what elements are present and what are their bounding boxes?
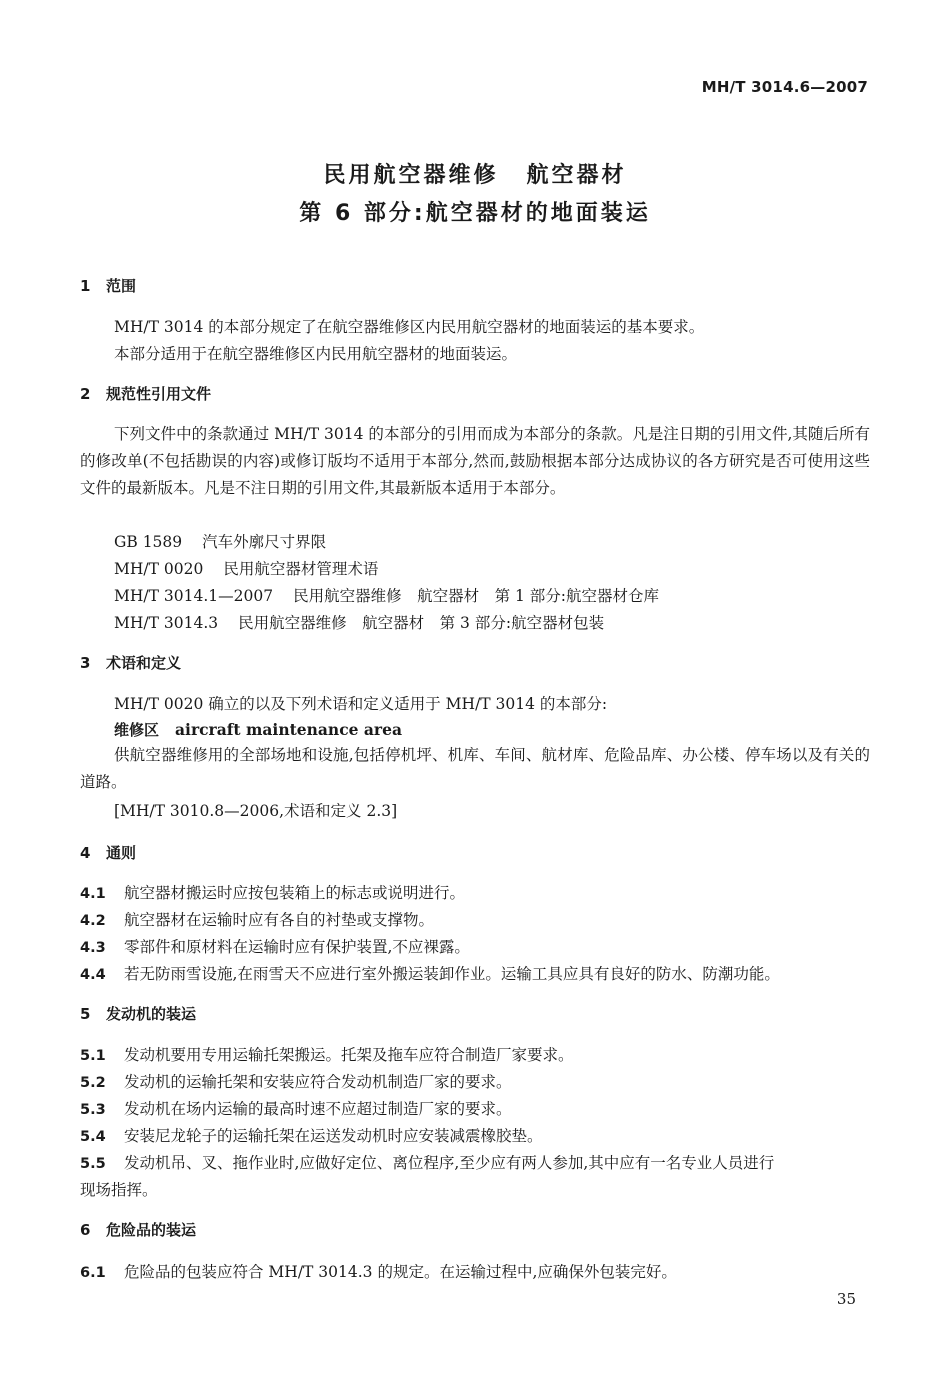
clause-continuation: 现场指挥。 — [80, 1181, 158, 1199]
section-number: 5 — [80, 1005, 91, 1023]
clause — [80, 1070, 512, 1092]
clause — [80, 1260, 677, 1282]
clause-number: 4.1 — [80, 886, 106, 902]
clause — [80, 908, 434, 930]
section-heading-engine-transport — [80, 1003, 196, 1024]
reference-item — [114, 557, 378, 579]
clause-text: 航空器材在运输时应有各自的衬垫或支撑物。 — [124, 911, 435, 929]
clause-number: 4.4 — [80, 967, 106, 983]
clause — [80, 1151, 774, 1173]
section-title: 发动机的装运 — [106, 1005, 197, 1023]
reference-title: 民用航空器维修 航空器材 第 1 部分:航空器材仓库 — [293, 587, 660, 605]
clause-number: 4.2 — [80, 913, 106, 929]
section-heading-general — [80, 842, 136, 863]
clause-text: 零部件和原材料在运输时应有保护装置,不应裸露。 — [124, 938, 470, 956]
document-title-line1 — [0, 158, 950, 189]
clause — [80, 1124, 543, 1146]
paragraph: 本部分适用于在航空器维修区内民用航空器材的地面装运。 — [114, 345, 518, 363]
clause — [80, 881, 465, 903]
paragraph: MH/T 0020 确立的以及下列术语和定义适用于 MH/T 3014 的本部分: — [114, 695, 608, 713]
clause-text: 航空器材搬运时应按包装箱上的标志或说明进行。 — [124, 884, 466, 902]
section-heading-scope — [80, 275, 136, 296]
term-english: aircraft maintenance area — [175, 720, 402, 739]
document-title-line2: 第 6 部分:航空器材的地面装运 — [299, 201, 651, 226]
reference-code: MH/T 3014.1—2007 — [114, 587, 274, 605]
section-heading-normative-references — [80, 383, 211, 404]
section-number: 4 — [80, 844, 91, 862]
clause-text: 发动机吊、叉、拖作业时,应做好定位、离位程序,至少应有两人参加,其中应有一名专业人员进行 — [124, 1154, 775, 1172]
clause-number: 5.1 — [80, 1048, 106, 1064]
clause-number: 5.5 — [80, 1156, 106, 1172]
reference-title: 民用航空器材管理术语 — [223, 560, 379, 578]
section-number: 3 — [80, 654, 91, 672]
page-number: 35 — [836, 1290, 856, 1308]
clause-text: 安装尼龙轮子的运输托架在运送发动机时应安装减震橡胶垫。 — [124, 1127, 543, 1145]
section-number: 1 — [80, 277, 91, 295]
reference-item — [114, 584, 659, 606]
section-title: 通则 — [106, 844, 137, 862]
reference-item — [114, 530, 326, 552]
clause-text: 发动机要用专用运输托架搬运。托架及拖车应符合制造厂家要求。 — [124, 1046, 574, 1064]
title-part-b: 航空器材 — [526, 163, 627, 188]
definition-text: 供航空器维修用的全部场地和设施,包括停机坪、机库、车间、航材库、危险品库、办公楼、停车场以及有关的道路。 — [80, 746, 870, 791]
term-definition — [80, 742, 870, 796]
standard-code: MH/T 3014.6—2007 — [701, 78, 868, 96]
clause-number: 4.3 — [80, 940, 106, 956]
paragraph: MH/T 3014 的本部分规定了在航空器维修区内民用航空器材的地面装运的基本要求。 — [114, 318, 705, 336]
reference-title: 汽车外廓尺寸界限 — [202, 533, 327, 551]
section-title: 危险品的装运 — [106, 1221, 197, 1239]
clause — [80, 1097, 512, 1119]
reference-title: 民用航空器维修 航空器材 第 3 部分:航空器材包装 — [238, 614, 605, 632]
clause-number: 6.1 — [80, 1265, 106, 1281]
section-heading-terms — [80, 652, 181, 673]
clause-text: 危险品的包装应符合 MH/T 3014.3 的规定。在运输过程中,应确保外包装完好。 — [124, 1263, 677, 1281]
section-number: 2 — [80, 385, 91, 403]
paragraph-text: 下列文件中的条款通过 MH/T 3014 的本部分的引用而成为本部分的条款。凡是注日期的引用文件,其随后所有的修改单(不包括勘误的内容)或修订版均不适用于本部分,然而,鼓励根据本部分达成协议的各方研究是否可使用这些文件的最新版本。凡是不注日期的引用文件,其最新版本适用于本部分。 — [80, 425, 870, 497]
clause-text: 若无防雨雪设施,在雨雪天不应进行室外搬运装卸作业。运输工具应具有良好的防水、防潮功能。 — [124, 965, 780, 983]
section-title: 规范性引用文件 — [106, 385, 212, 403]
title-part-a: 民用航空器维修 — [323, 163, 499, 188]
reference-code: GB 1589 — [114, 533, 183, 551]
clause-text: 发动机在场内运输的最高时速不应超过制造厂家的要求。 — [124, 1100, 512, 1118]
reference-item — [114, 611, 604, 633]
section-number: 6 — [80, 1221, 91, 1239]
term-entry — [114, 719, 402, 740]
section-heading-dangerous-goods — [80, 1219, 196, 1240]
clause-number: 5.4 — [80, 1129, 106, 1145]
clause-number: 5.3 — [80, 1102, 106, 1118]
clause — [80, 1043, 574, 1065]
term-source: [MH/T 3010.8—2006,术语和定义 2.3] — [114, 802, 398, 820]
reference-code: MH/T 0020 — [114, 560, 204, 578]
section-title: 范围 — [106, 277, 137, 295]
paragraph-references-intro — [80, 421, 870, 502]
clause-number: 5.2 — [80, 1075, 106, 1091]
reference-code: MH/T 3014.3 — [114, 614, 219, 632]
clause-text: 发动机的运输托架和安装应符合发动机制造厂家的要求。 — [124, 1073, 512, 1091]
clause — [80, 962, 780, 984]
clause — [80, 935, 470, 957]
section-title: 术语和定义 — [106, 654, 182, 672]
term-chinese: 维修区 — [114, 721, 160, 739]
